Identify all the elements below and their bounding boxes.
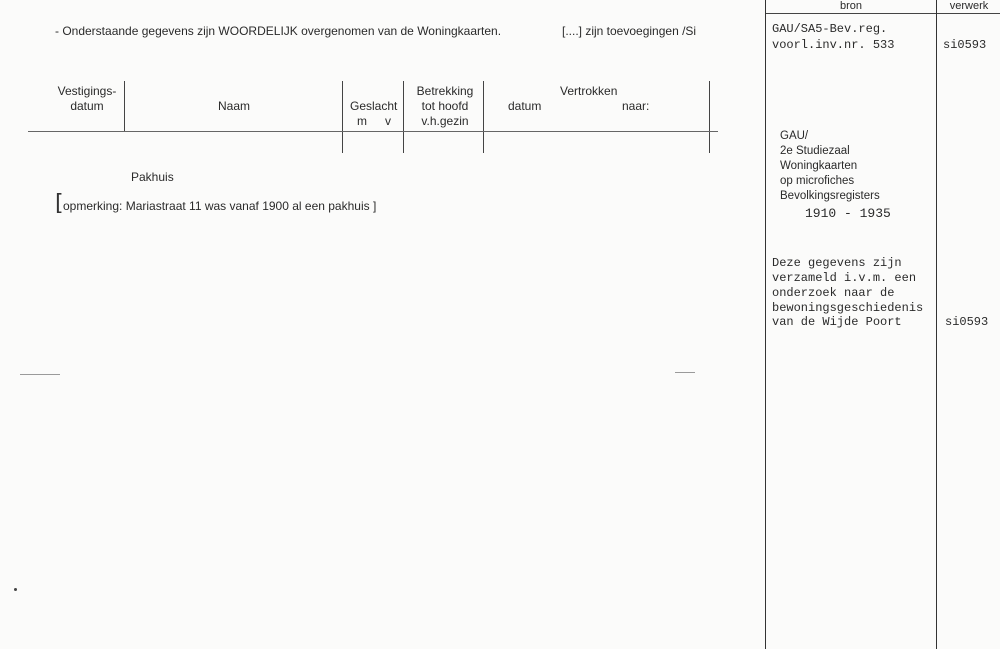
remark-text: opmerking: Mariastraat 11 was vanaf 1900 al een pakhuis ] [63, 199, 377, 213]
header-vertrokken: Vertrokken [560, 84, 618, 98]
scan-speck [20, 374, 60, 375]
header-naar: naar: [622, 99, 650, 113]
column-divider [403, 81, 404, 153]
purpose-line: Deze gegevens zijn [772, 256, 902, 270]
header-vestigingsdatum-line2: datum [70, 99, 104, 113]
column-divider [483, 81, 484, 153]
header-rule [28, 131, 718, 132]
header-geslacht-m: m [357, 114, 367, 128]
gau-line: GAU/ [780, 130, 809, 142]
header-geslacht-v: v [385, 114, 391, 128]
sidebar-left-rule [765, 0, 766, 649]
header-naam: Naam [218, 99, 251, 113]
purpose-line: bewoningsgeschiedenis [772, 301, 924, 315]
purpose-line: onderzoek naar de [772, 286, 895, 300]
header-datum: datum [508, 99, 542, 113]
gau-line: 2e Studiezaal [780, 145, 850, 157]
source-code: si0593 [943, 38, 987, 52]
processing-code: si0593 [945, 315, 989, 329]
sidebar-middle-rule [936, 0, 937, 649]
verwerk-header: verwerk [949, 0, 989, 12]
intro-note: - Onderstaande gegevens zijn WOORDELIJK overgenomen van de Woningkaarten. [55, 24, 502, 38]
additions-note: [....] zijn toevoegingen /Si [562, 24, 697, 38]
header-vestigingsdatum-line1: Vestigings- [57, 84, 117, 98]
gau-line: Bevolkingsregisters [780, 190, 880, 202]
remark-bracket: [ [55, 191, 64, 216]
gau-line: op microfiches [780, 175, 855, 187]
header-geslacht: Geslacht [350, 99, 398, 113]
bron-header: bron [839, 0, 863, 12]
purpose-line: van de Wijde Poort [772, 315, 902, 329]
source-line1: GAU/SA5-Bev.reg. [772, 22, 888, 36]
gau-line: Woningkaarten [780, 160, 858, 172]
column-divider [124, 81, 125, 131]
column-divider [709, 81, 710, 153]
scan-dot [14, 588, 17, 591]
sidebar-header-rule [766, 13, 1000, 14]
purpose-line: verzameld i.v.m. een [772, 271, 917, 285]
entry-pakhuis: Pakhuis [131, 170, 174, 184]
scan-speck [675, 372, 695, 373]
column-divider [342, 81, 343, 153]
years-range: 1910 - 1935 [805, 206, 891, 221]
header-betrekking-line3: v.h.gezin [421, 114, 469, 128]
header-betrekking-line2: tot hoofd [421, 99, 469, 113]
header-betrekking-line1: Betrekking [416, 84, 474, 98]
source-line2: voorl.inv.nr. 533 [772, 38, 895, 52]
